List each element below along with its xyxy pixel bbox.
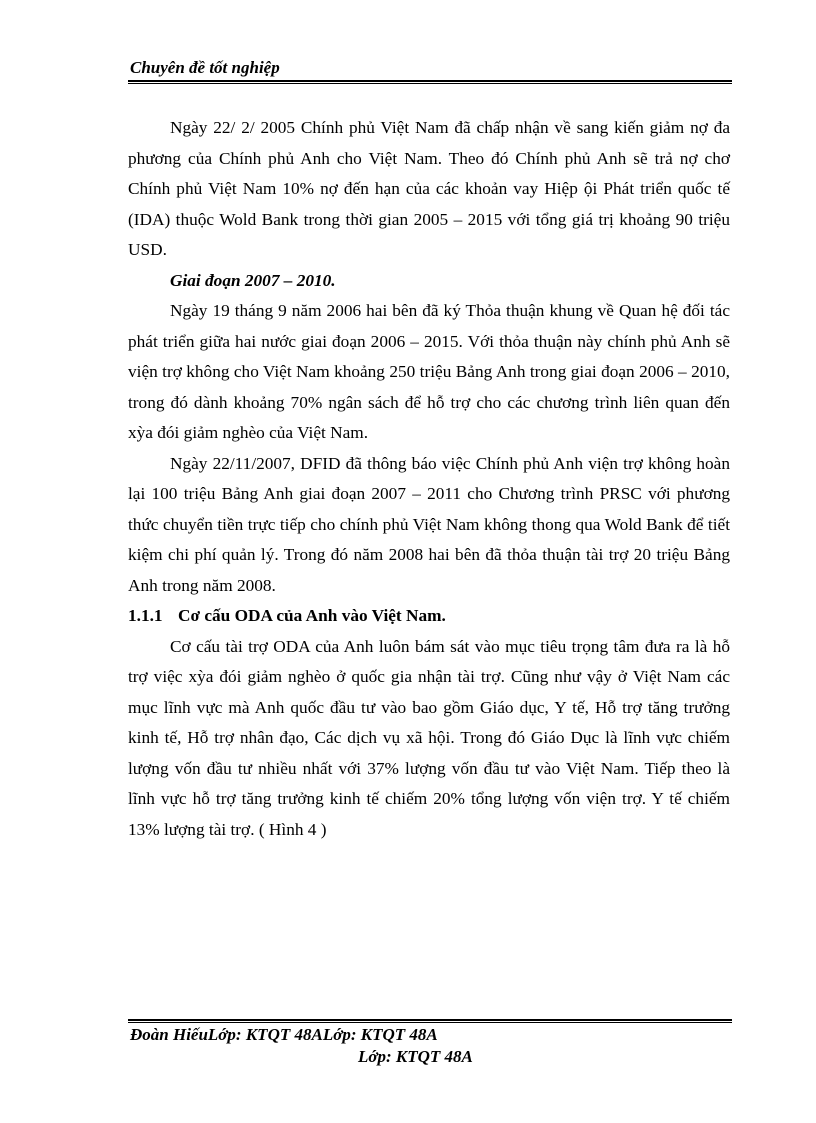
period-subheading: Giai đoạn 2007 – 2010. <box>170 270 336 290</box>
footer-divider-thin <box>128 1022 732 1023</box>
footer-divider <box>128 1019 732 1021</box>
header-divider-thin <box>128 83 732 84</box>
section-number: 1.1.1 <box>128 606 163 625</box>
paragraph-debt-relief: Ngày 22/ 2/ 2005 Chính phủ Việt Nam đã chấp nhận về sang kiến giảm nợ đa phương của Chính phủ Anh cho Việt Nam. Theo đó Chính phủ Anh sẽ trả nợ chơ Chính phủ Việt Nam 10% nợ đến hạn của các khoản vay Hiệp ội Phát triển quốc tế (IDA) thuộc Wold Bank trong thời gian 2005 – 2015 với tổng giá trị khoảng 90 triệu USD. <box>128 118 730 259</box>
footer-author-class: Đoàn HiếuLớp: KTQT 48ALớp: KTQT 48A <box>130 1025 438 1044</box>
paragraph-dfid-announcement: Ngày 22/11/2007, DFID đã thông báo việc Chính phủ Anh viện trợ không hoàn lại 100 triệu Bảng Anh giai đoạn 2007 – 2011 cho Chương trình PRSC với phương thức chuyển tiền trực tiếp cho chính phủ Việt Nam không thong qua Wold Bank để tiết kiệm chi phí quản lý. Trong đó năm 2008 hai bên đã thỏa thuận tài trợ 20 triệu Bảng Anh trong năm 2008. <box>128 453 730 595</box>
section-title: Cơ cấu ODA của Anh vào Việt Nam. <box>178 606 446 625</box>
header-title: Chuyên đề tốt nghiệp <box>130 58 280 77</box>
header-divider <box>128 80 732 82</box>
body-text <box>128 113 730 845</box>
paragraph-framework-agreement: Ngày 19 tháng 9 năm 2006 hai bên đã ký Thỏa thuận khung về Quan hệ đối tác phát triển giữa hai nước giai đoạn 2006 – 2015. Với thỏa thuận này chính phủ Anh sẽ viện trợ không cho Việt Nam khoảng 250 triệu Bảng Anh trong giai đoạn 2006 – 2010, trong đó dành khoảng 70% ngân sách để hỗ trợ cho các chương trình liên quan đến xỳa đói giảm nghèo của Việt Nam. <box>128 301 730 442</box>
paragraph-oda-structure: Cơ cấu tài trợ ODA của Anh luôn bám sát vào mục tiêu trọng tâm đưa ra là hỗ trợ việc xỳa đói giảm nghèo ở quốc gia nhận tài trợ. Cũng như vậy ở Việt Nam các mục lĩnh vực mà Anh quốc đầu tư vào bao gồm Giáo dục, Y tế, Hỗ trợ tăng trưởng kinh tế, Hỗ trợ nhân đạo, Các dịch vụ xã hội. Trong đó Giáo Dục là lĩnh vực chiếm lượng vốn đầu tư nhiều nhất với 37% lượng vốn đầu tư vào Việt Nam. Tiếp theo là lĩnh vực hỗ trợ tăng trưởng kinh tế chiếm 20% tổng lượng vốn viện trợ. Y tế chiếm 13% lượng tài trợ. ( Hình 4 ) <box>128 636 730 839</box>
section-heading <box>128 601 730 632</box>
footer-class: Lớp: KTQT 48A <box>358 1047 473 1066</box>
